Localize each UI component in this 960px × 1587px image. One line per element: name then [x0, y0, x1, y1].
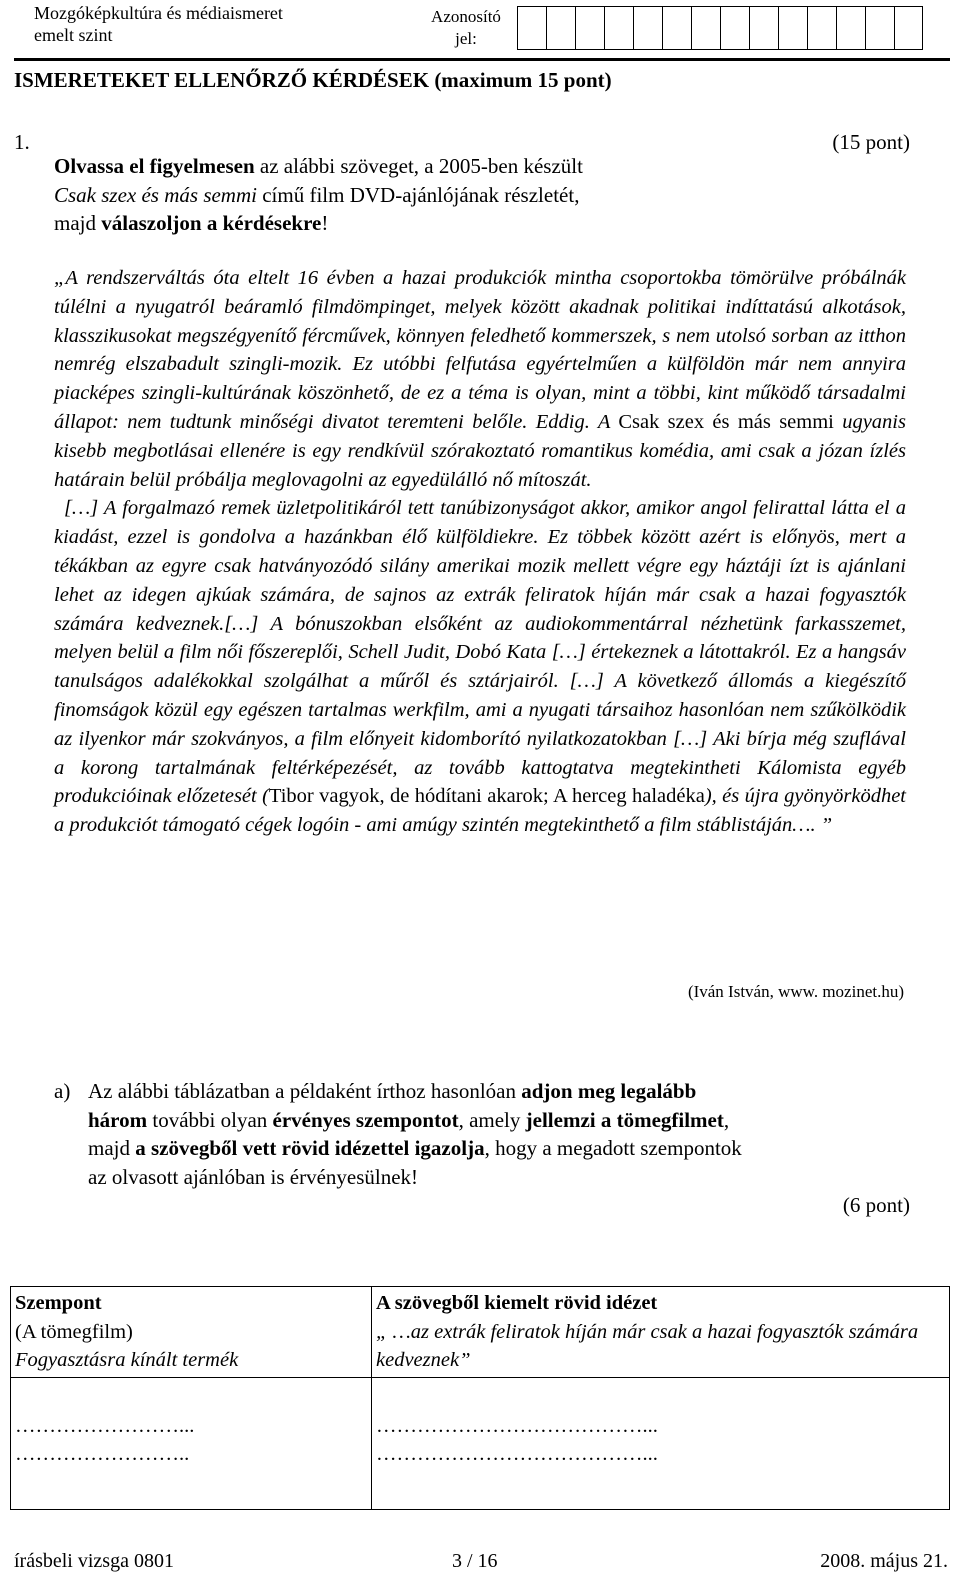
id-label [423, 6, 509, 50]
example-quote: „ …az extrák feliratok híján már csak a hazai fogyasztók számára kedveznek” [376, 1320, 919, 1371]
header-divider [14, 58, 950, 61]
answer-cell-quote[interactable] [372, 1377, 950, 1509]
id-code-cell[interactable] [546, 6, 575, 50]
question-a-label: a) [54, 1079, 71, 1103]
article-citation: (Iván István, www. mozinet.hu) [687, 982, 904, 1001]
column-header-quote: A szövegből kiemelt rövid idézet [376, 1292, 658, 1314]
column-header-aspect: Szempont [15, 1292, 102, 1314]
id-code-cell[interactable] [807, 6, 836, 50]
id-code-cell[interactable] [865, 6, 894, 50]
question-a-t1: Az alábbi táblázatban a példaként írthoz hasonlóan [88, 1079, 522, 1103]
intro-bold-read: Olvassa el figyelmesen [54, 154, 255, 178]
intro-text-1: az alábbi szöveget, a 2005-ben készült [254, 154, 583, 178]
article-p1-part-a: „A rendszerváltás óta eltelt 16 évben a hazai produkciók mintha csoportokba tömörülve próbálnák túlélni a nyugatról beáramló filmdömpinget, melyek között akadnak politikai indíttatású alkotások, klasszikusokat megszégyenítő fércművek, könnyen feledhető kommerszek, s nem utolsó sorban az itthon nemrég elszabadult szingli-mozik. Ez utóbbi felfutása egyértelműen a külföldön már nem annyira piacképes szingli-kultúrának köszönhető, de ez a téma is olyan, mint a többi, kint működő társadalmi állapot: nem tudtunk minőségi divatot teremteni belőle. Eddig. A [54, 267, 906, 433]
id-code-cell[interactable] [720, 6, 749, 50]
table-row [11, 1377, 950, 1509]
id-code-cell[interactable] [836, 6, 865, 50]
intro-text-2: című film DVD-ajánlójának részletét, [256, 182, 580, 207]
article-paragraph-1 [54, 264, 906, 494]
intro-film-title: Csak szex és más semmi [54, 182, 257, 207]
id-code-cell[interactable] [749, 6, 778, 50]
article-p1-film-title: Csak szex és más semmi [618, 410, 834, 433]
question-a-points: (6 pont) [842, 1193, 910, 1217]
answer-dots-aspect-1: ……………………... [15, 1414, 195, 1437]
id-code-cell[interactable] [604, 6, 633, 50]
table-row [11, 1287, 950, 1378]
table-cell-example-quote [372, 1287, 950, 1378]
header-subject [34, 2, 283, 46]
id-code-cell[interactable] [662, 6, 691, 50]
header-subject-line1: Mozgóképkultúra és médiaismeret [34, 3, 283, 23]
id-code-boxes [517, 6, 923, 50]
table-cell-example-aspect [11, 1287, 372, 1378]
id-code-cell[interactable] [778, 6, 807, 50]
answer-cell-aspect[interactable] [11, 1377, 372, 1509]
answer-dots-quote-2: …………………………………... [376, 1443, 658, 1465]
section-title: ISMERETEKET ELLENŐRZŐ KÉRDÉSEK (maximum 15 pont) [14, 68, 612, 92]
header-subject-line2: emelt szint [34, 25, 113, 45]
question-a-text [88, 1077, 748, 1192]
id-label-line1: Azonosító [431, 7, 501, 26]
task-number: 1. [14, 130, 30, 154]
example-aspect: Fogyasztásra kínált termék [15, 1349, 239, 1371]
question-a-t5: , hogy a megadott szempontok az olvasott ajánlóban is érvényesülnek! [88, 1136, 742, 1190]
task-intro [54, 152, 754, 238]
question-a-t3: , amely [458, 1107, 526, 1132]
task-points: (15 pont) [832, 130, 910, 154]
intro-bold-answer: válaszoljon a kérdésekre [101, 211, 322, 236]
id-code-cell[interactable] [517, 6, 546, 50]
id-code-cell[interactable] [575, 6, 604, 50]
intro-text-3: majd [54, 211, 102, 236]
question-a-b1: adjon meg legalább három [88, 1079, 697, 1132]
id-code-cell[interactable] [894, 6, 923, 50]
answer-table [10, 1286, 950, 1510]
id-code-cell[interactable] [633, 6, 662, 50]
article-paragraph-2 [54, 494, 906, 840]
question-a-t2: további olyan [147, 1107, 273, 1132]
id-code-cell[interactable] [691, 6, 720, 50]
article-p2-part-b: ), és újra gyönyörködhet a produkciót támogató cégek logóin - ami amúgy szintén megtekinthető a film stáblistáján…. ” [54, 785, 907, 837]
article-p2-film-titles: Tibor vagyok, de hódítani akarok; A herceg haladéka [268, 785, 705, 808]
id-label-line2: jel: [455, 29, 477, 48]
footer-page-number: 3 / 16 [452, 1550, 498, 1572]
article-p1-part-b: ugyanis kisebb megbotlásai ellenére is egy rendkívül szórakoztató romantikus komédia, ami csak a józan ízlés határain belül próbálja meglovagolni az egyedülálló nő mítoszát. [54, 410, 906, 491]
question-a-t4: , majd [88, 1107, 730, 1161]
question-a-b2: érvényes szempontot [272, 1107, 459, 1132]
article-p2-part-a: […] A forgalmazó remek üzletpolitikáról tett tanúbizonyságot akkor, amikor angol felirattal látta el a kiadást, ezzel is gondolva a hazánkban élő külföldiekre. Ez többek között azért is előnyös, mert a tékákban az egyre csak hatványozódó silány amerikai mozik mellett végre egy háztáji ízt is ajánlani lehet az idegen ajkúak számára, de sajnos az extrák feliratok híján már csak a hazai fogyasztók számára kedveznek.[…] A bónuszokban elsőként az audiokommentárral nézhetünk farkasszemet, melyen belül a film női főszereplői, Schell Judit, Dobó Kata […] értekeznek a látottakról. Ez a hangsáv tanulságos adalékokkal szolgálhat a műről és sztárjairól. […] A következő állomás a kiegészítő finomságok közül egy egészen tartalmas werkfilm, ami a nyugati társaihoz hasonlóan nem szűkölködik az ilyenkor már szokványos, a film előnyeit kidomborító nyilatkozatokban […] Aki bírja még szuflával a korong tartalmának feltérképezését, az tovább kattogtatva megtekintheti Kálomista egyéb produkcióinak előzetesét ( [54, 497, 906, 808]
answer-dots-quote-1: …………………………………... [376, 1414, 658, 1437]
article-passage [54, 264, 906, 840]
footer-exam-code: írásbeli vizsga 0801 [14, 1550, 174, 1572]
answer-dots-aspect-2: …………………….. [15, 1443, 190, 1465]
intro-text-4: ! [321, 211, 329, 236]
example-label: (A tömegfilm) [15, 1320, 133, 1343]
footer-date: 2008. május 21. [820, 1550, 948, 1572]
question-a-b4: a szövegből vett rövid idézettel igazolja [135, 1136, 485, 1161]
question-a-b3: jellemzi a tömegfilmet [525, 1107, 724, 1132]
